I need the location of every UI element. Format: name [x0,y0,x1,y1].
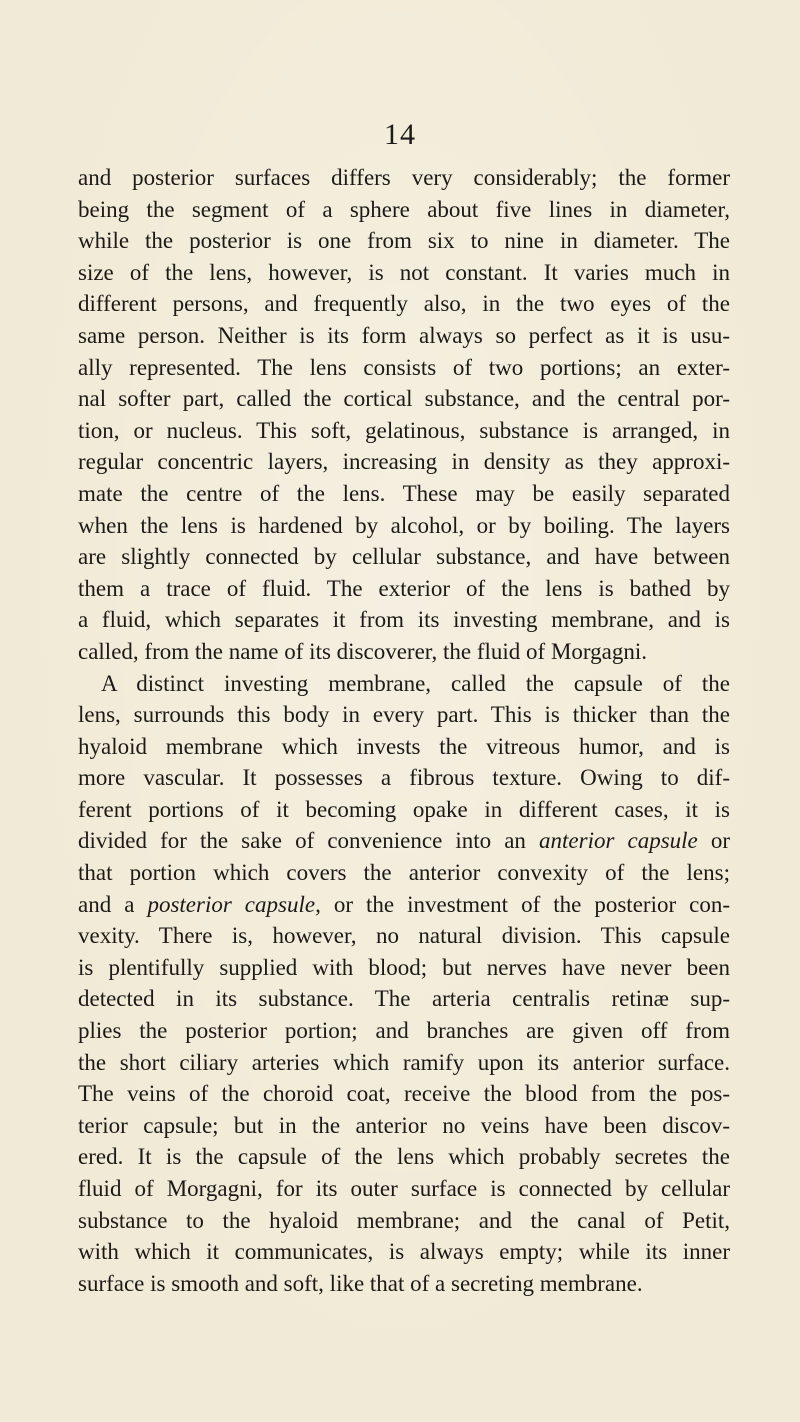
italic-term: posterior capsule, [147,891,321,917]
text-line: are slightly connected by cellular substance, and have between [78,544,730,570]
text-line: surface is smooth and soft, like that of a secreting membrane. [78,1270,643,1296]
text-line: size of the lens, however, is not constant. It varies much in [78,259,730,285]
body-text [78,162,730,1299]
text-segment: divided for the sake of convenience into an [78,828,526,854]
text-line: the short ciliary arteries which ramify upon its anterior surface. [78,1049,730,1075]
text-line: them a trace of fluid. The exterior of the lens is bathed by [78,575,730,601]
text-line: is plentifully supplied with blood; but nerves have never been [78,954,730,980]
text-line: plies the posterior portion; and branches are given off from [78,1018,730,1044]
text-line: lens, surrounds this body in every part. This is thicker than the [78,702,730,728]
text-line: called, from the name of its discoverer, the fluid of Morgagni. [78,638,648,664]
text-line: when the lens is hardened by alcohol, or by boiling. The layers [78,512,730,538]
text-line: fluid of Morgagni, for its outer surface is connected by cellular [78,1176,730,1201]
text-line: terior capsule; but in the anterior no veins have been discov- [78,1112,730,1138]
text-line: ferent portions of it becoming opake in different cases, it is [78,796,730,822]
text-line: detected in its substance. The arteria centralis retinæ sup- [78,986,730,1012]
italic-term: anterior capsule [539,828,698,854]
text-line-with-italic [78,889,730,921]
text-line: regular concentric layers, increasing in density as they approxi- [78,449,730,475]
text-line: ally represented. The lens consists of two portions; an exter- [78,354,730,380]
text-line: different persons, and frequently also, in the two eyes of the [78,291,730,317]
text-line: vexity. There is, however, no natural division. This capsule [78,923,730,949]
text-segment: or the investment of the posterior con- [333,891,730,917]
text-segment: and a [78,891,135,917]
text-line: ered. It is the capsule of the lens which probably secretes the [78,1144,730,1170]
page-number: 14 [384,118,416,151]
text-line: that portion which covers the anterior convexity of the lens; [78,860,730,886]
text-line: same person. Neither is its form always so perfect as it is usu- [78,322,730,348]
text-line: more vascular. It possesses a fibrous texture. Owing to dif- [78,765,730,791]
text-line: a fluid, which separates it from its investing membrane, and is [78,607,730,633]
text-line: being the segment of a sphere about five lines in diameter, [78,196,730,222]
text-line: while the posterior is one from six to nine in diameter. The [78,228,730,254]
text-line: substance to the hyaloid membrane; and the canal of Petit, [78,1207,730,1233]
text-line: The veins of the choroid coat, receive the blood from the pos- [78,1081,730,1107]
text-line: mate the centre of the lens. These may be easily separated [78,480,730,506]
text-line-with-italic [78,825,730,857]
text-line: with which it communicates, is always empty; while its inner [78,1239,730,1265]
text-line: hyaloid membrane which invests the vitreous humor, and is [78,733,730,759]
text-line: tion, or nucleus. This soft, gelatinous, substance is arranged, in [78,417,730,443]
text-line: and posterior surfaces differs very considerably; the former [78,165,730,190]
text-line: nal softer part, called the cortical substance, and the central por- [78,386,730,412]
text-line: A distinct investing membrane, called the capsule of the [101,670,730,696]
text-segment: or [710,828,731,854]
